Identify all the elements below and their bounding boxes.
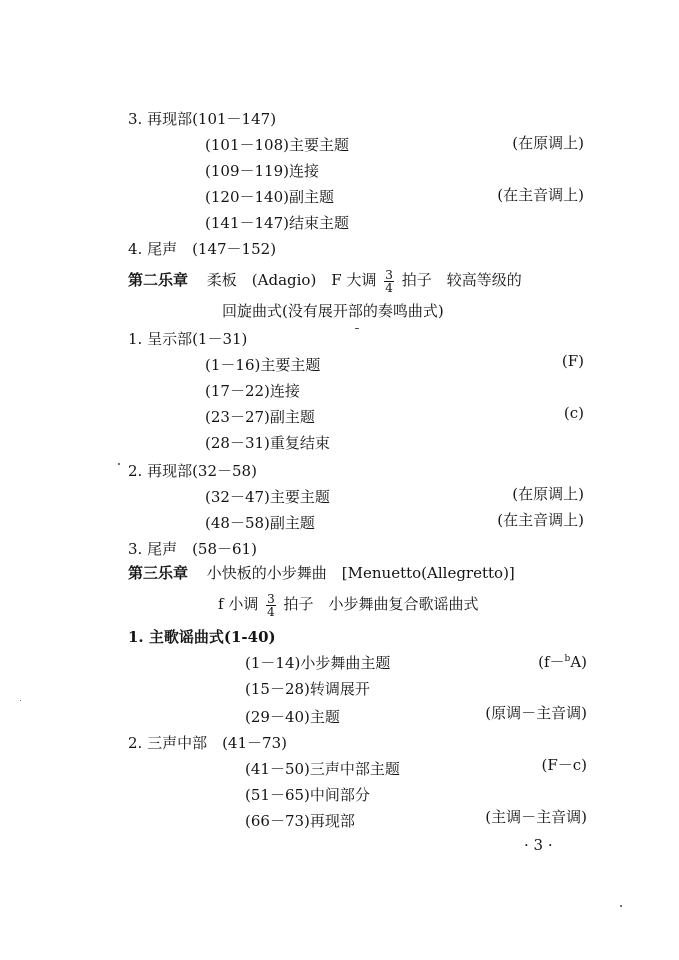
list-item: (17－22)连接 [205,382,300,400]
list-item: (41－50)三声中部主题 [245,760,400,778]
key-note: (F－c) [541,756,587,774]
key-note-start: (f－ [538,653,565,671]
list-item: (141－147)结束主题 [205,214,349,232]
list-item: (29－40)主题 [245,708,340,726]
recap-heading: 2. 再现部(32－58) [128,462,257,480]
meter-numerator: 3 [385,267,393,282]
coda-heading: 3. 尾声 (58－61) [128,540,257,558]
list-item: (1－14)小步舞曲主题 [245,654,391,672]
list-item: (32－47)主要主题 [205,488,330,506]
movement2-title [128,266,522,294]
form-label: 拍子 较高等级的 [401,271,522,289]
key-label: f 小调 [218,595,259,613]
time-signature [266,593,276,618]
list-item: (109－119)连接 [205,162,319,180]
list-item: (23－27)副主题 [205,408,315,426]
key-note: (原调－主音调) [485,704,587,722]
tempo-key: 柔板 (Adagio) F 大调 [206,271,377,289]
scan-speck [118,463,120,465]
list-item: (101－108)主要主题 [205,136,349,154]
list-item: (28－31)重复结束 [205,434,330,452]
meter-denominator: 4 [267,604,275,619]
list-item: (1－16)主要主题 [205,356,321,374]
key-note: (在原调上) [512,134,584,152]
key-note-end: A) [570,653,587,671]
exposition-heading: 1. 呈示部(1－31) [128,330,248,348]
key-note: (c) [563,404,584,422]
movement3-title [128,564,515,582]
section-heading: 1. 主歌谣曲式(1-40) [128,628,276,646]
tempo-label: 小快板的小步舞曲 [Menuetto(Allegretto)] [206,564,515,582]
scan-speck [20,700,21,701]
list-item: (48－58)副主题 [205,514,315,532]
list-item: (15－28)转调展开 [245,680,370,698]
meter-denominator: 4 [385,280,393,295]
movement-label: 第二乐章 [128,271,189,289]
movement3-subtitle [218,590,479,618]
key-note: (主调－主音调) [485,808,587,826]
coda-heading: 4. 尾声 (147－152) [128,240,277,258]
key-note: (在主音调上) [497,511,584,529]
form-label: 拍子 小步舞曲复合歌谣曲式 [283,595,479,613]
scan-speck [355,328,359,329]
list-item: (51－65)中间部分 [245,786,370,804]
key-note [538,650,587,671]
key-note: (F) [561,352,584,370]
list-item: (66－73)再现部 [245,812,355,830]
list-item: (120－140)副主题 [205,188,334,206]
scan-speck [620,905,622,907]
key-note: (在主音调上) [497,186,584,204]
key-note: (在原调上) [512,485,584,503]
movement-label: 第三乐章 [128,564,189,582]
time-signature [384,269,394,294]
section-heading: 2. 三声中部 (41－73) [128,734,287,752]
meter-numerator: 3 [267,591,275,606]
movement2-form: 回旋曲式(没有展开部的奏鸣曲式) [222,302,444,320]
page-number: · 3 · [524,836,553,854]
flat-sign: b [564,654,571,664]
recap-heading: 3. 再现部(101－147) [128,110,277,128]
